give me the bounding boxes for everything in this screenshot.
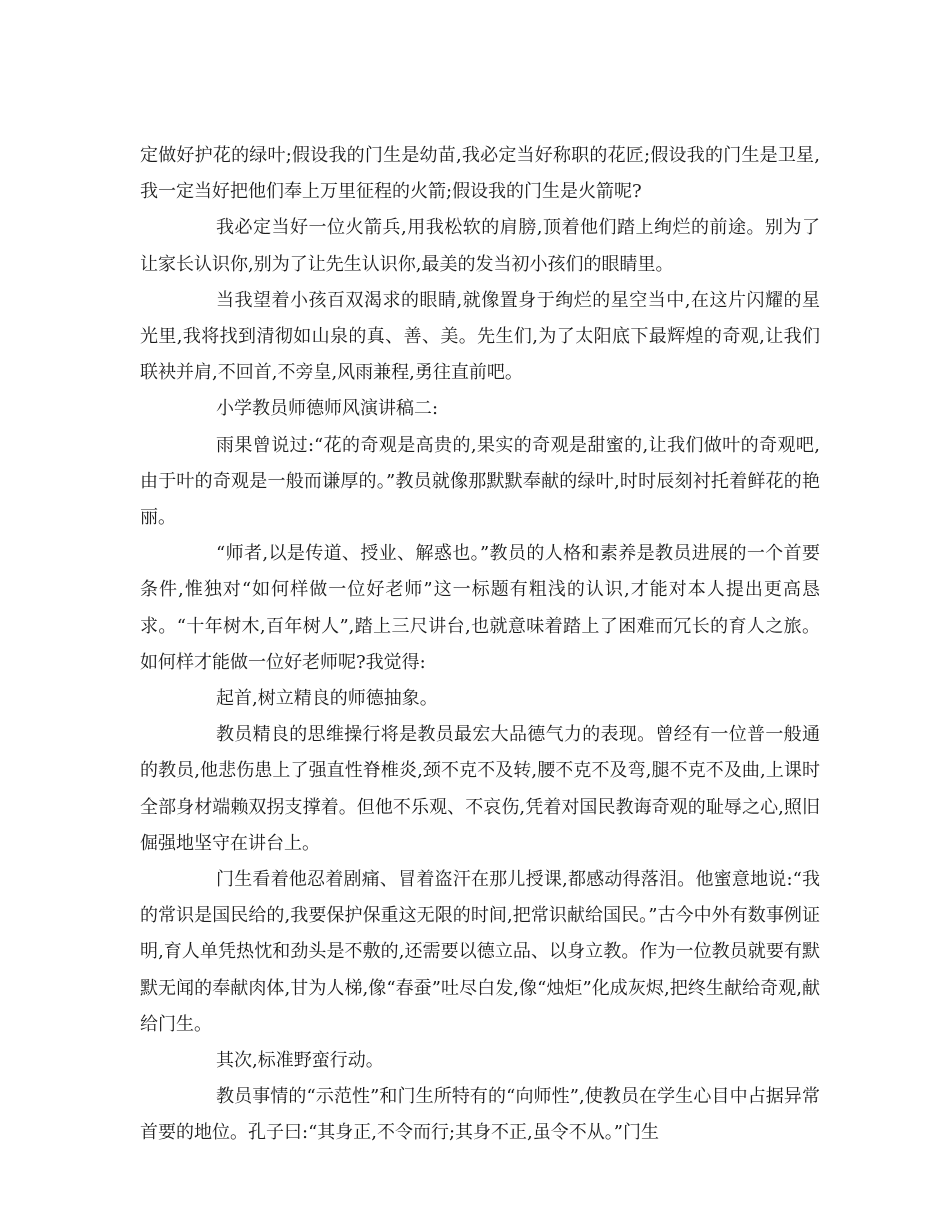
paragraph: 雨果曾说过:“花的奇观是高贵的,果实的奇观是甜蜜的,让我们做叶的奇观吧,由于叶的奇观是一般而谦厚的。”教员就像那默默奉献的绿叶,时时辰刻衬托着鲜花的艳丽。 [140, 434, 820, 529]
section-heading: 起首,树立精良的师德抽象。 [216, 688, 438, 710]
section-heading: 小学教员师德师风演讲稿二: [216, 398, 439, 420]
paragraph: “师者,以是传道、授业、解惑也。”教员的人格和素养是教员进展的一个首要条件,惟独对“如何样做一位好老师”这一标题有粗浅的认识,才能对本人提出更高恳求。“十年树木,百年树人”,踏上三尺讲台,也就意味着踏上了困难而冗长的育人之旅。如何样才能做一位好老师呢?我觉得: [140, 543, 820, 673]
document-body [140, 138, 820, 1152]
paragraph: 教员事情的“示范性”和门生所特有的“向师性”,使教员在学生心目中占据异常首要的地位。孔子曰:“其身正,不令而行;其身不正,虽令不从。”门生 [140, 1086, 820, 1144]
section-heading: 其次,标准野蛮行动。 [216, 1050, 384, 1072]
paragraph: 门生看着他忍着剧痛、冒着盗汗在那儿授课,都感动得落泪。他蜜意地说:“我的常识是国民给的,我要保护保重这无限的时间,把常识献给国民。”古今中外有数事例证明,育人单凭热忱和劲头是不敷的,还需要以德立品、以身立教。作为一位教员就要有默默无闻的奉献肉体,甘为人梯,像“春蚕”吐尽白发,像“烛炬”化成灰烬,把终生献给奇观,献给门生。 [140, 869, 820, 1035]
paragraph: 定做好护花的绿叶;假设我的门生是幼苗,我必定当好称职的花匠;假设我的门生是卫星,我一定当好把他们奉上万里征程的火箭;假设我的门生是火箭呢? [140, 145, 820, 203]
paragraph: 我必定当好一位火箭兵,用我松软的肩膀,顶着他们踏上绚烂的前途。别为了让家长认识你,别为了让先生认识你,最美的发当初小孩们的眼睛里。 [140, 217, 820, 275]
paragraph: 教员精良的思维操行将是教员最宏大品德气力的表现。曾经有一位普一般通的教员,他悲伤患上了强直性脊椎炎,颈不克不及转,腰不克不及弯,腿不克不及曲,上课时全部身材端赖双拐支撑着。但他不乐观、不哀伤,凭着对国民教诲奇观的耻辱之心,照旧倔强地坚守在讲台上。 [140, 724, 820, 854]
paragraph: 当我望着小孩百双渴求的眼睛,就像置身于绚烂的星空当中,在这片闪耀的星光里,我将找到清彻如山泉的真、善、美。先生们,为了太阳底下最辉煌的奇观,让我们联袂并肩,不回首,不旁皇,风雨兼程,勇往直前吧。 [140, 289, 820, 384]
